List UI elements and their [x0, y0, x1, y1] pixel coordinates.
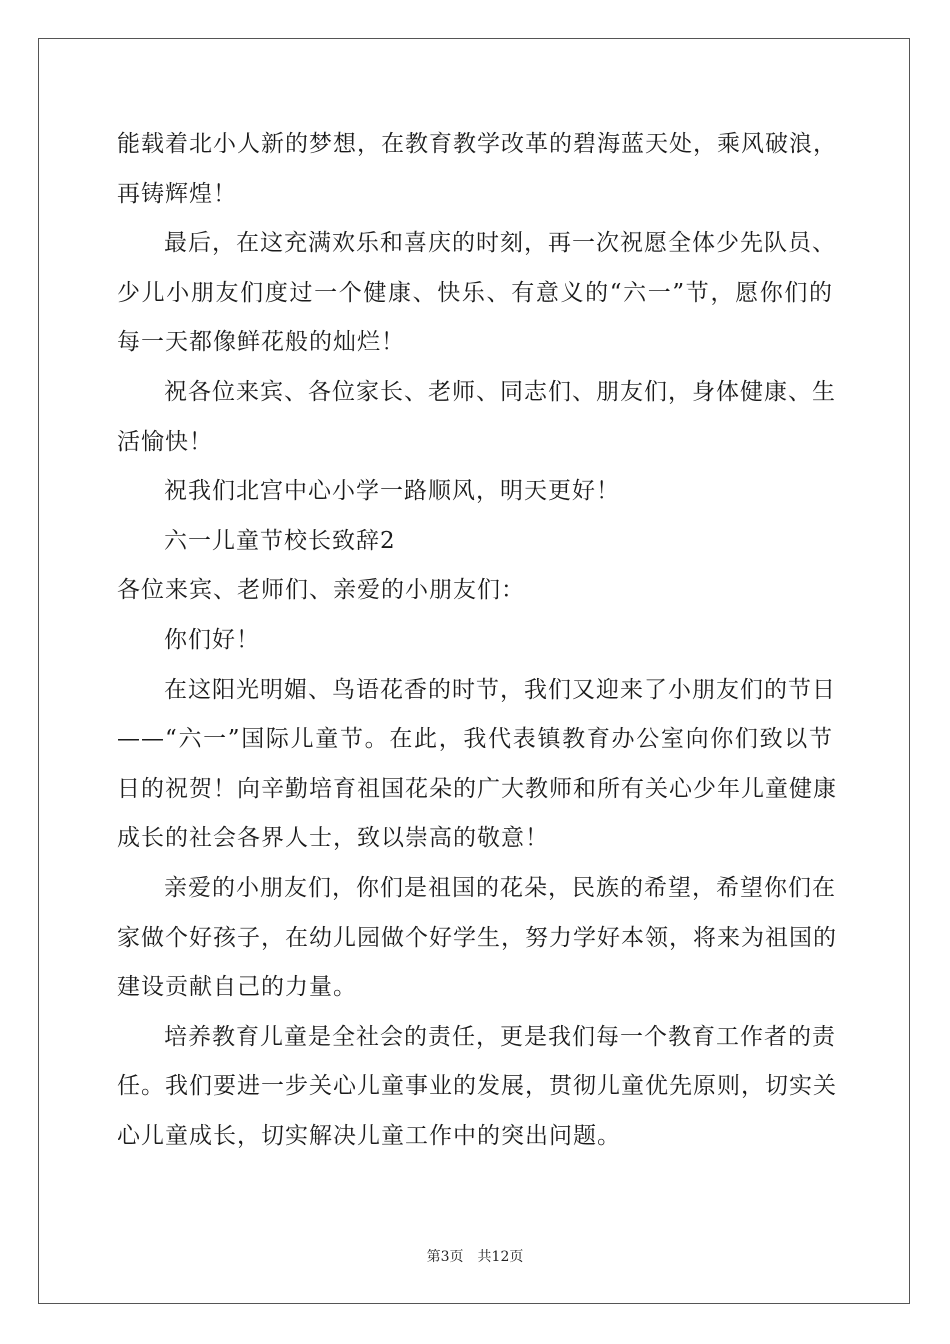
text-line: 祝我们北宫中心小学一路顺风，明天更好！	[164, 478, 620, 505]
text-line: 活愉快！	[117, 428, 213, 455]
text-line: 成长的社会各界人士，致以崇高的敬意！	[117, 825, 549, 852]
text-line: ——“六一”国际儿童节。在此，我代表镇教育办公室向你们致以节	[117, 726, 833, 753]
section-heading: 六一儿童节校长致辞2	[164, 527, 396, 554]
text-line: 少儿小朋友们度过一个健康、快乐、有意义的“六一”节，愿你们的	[117, 279, 833, 306]
page-footer	[0, 1246, 950, 1266]
text-line: 亲爱的小朋友们，你们是祖国的花朵，民族的希望，希望你们在	[164, 874, 836, 901]
document-body	[117, 127, 837, 1168]
text-line: 家做个好孩子，在幼儿园做个好学生，努力学好本领，将来为祖国的	[117, 924, 837, 951]
page-number: 第3页	[426, 1249, 464, 1265]
text-line: 在这阳光明媚、鸟语花香的时节，我们又迎来了小朋友们的节日	[164, 676, 836, 703]
text-line: 能载着北小人新的梦想，在教育教学改革的碧海蓝天处，乘风破浪，	[117, 131, 837, 157]
text-line: 每一天都像鲜花般的灿烂！	[117, 329, 405, 356]
text-line: 最后，在这充满欢乐和喜庆的时刻，再一次祝愿全体少先队员、	[164, 230, 836, 257]
text-line: 培养教育儿童是全社会的责任，更是我们每一个教育工作者的责	[164, 1023, 836, 1050]
text-line: 祝各位来宾、各位家长、老师、同志们、朋友们，身体健康、生	[164, 378, 836, 405]
text-line: 建设贡献自己的力量。	[117, 974, 357, 1001]
text-line: 再铸辉煌！	[117, 180, 237, 207]
text-line: 心儿童成长，切实解决儿童工作中的突出问题。	[117, 1122, 621, 1149]
greeting: 你们好！	[164, 626, 260, 653]
page-total: 共12页	[477, 1249, 524, 1265]
text-line: 任。我们要进一步关心儿童事业的发展，贯彻儿童优先原则，切实关	[117, 1073, 837, 1100]
text-line: 日的祝贺！向辛勤培育祖国花朵的广大教师和所有关心少年儿童健康	[117, 775, 837, 802]
salutation: 各位来宾、老师们、亲爱的小朋友们：	[117, 577, 525, 604]
